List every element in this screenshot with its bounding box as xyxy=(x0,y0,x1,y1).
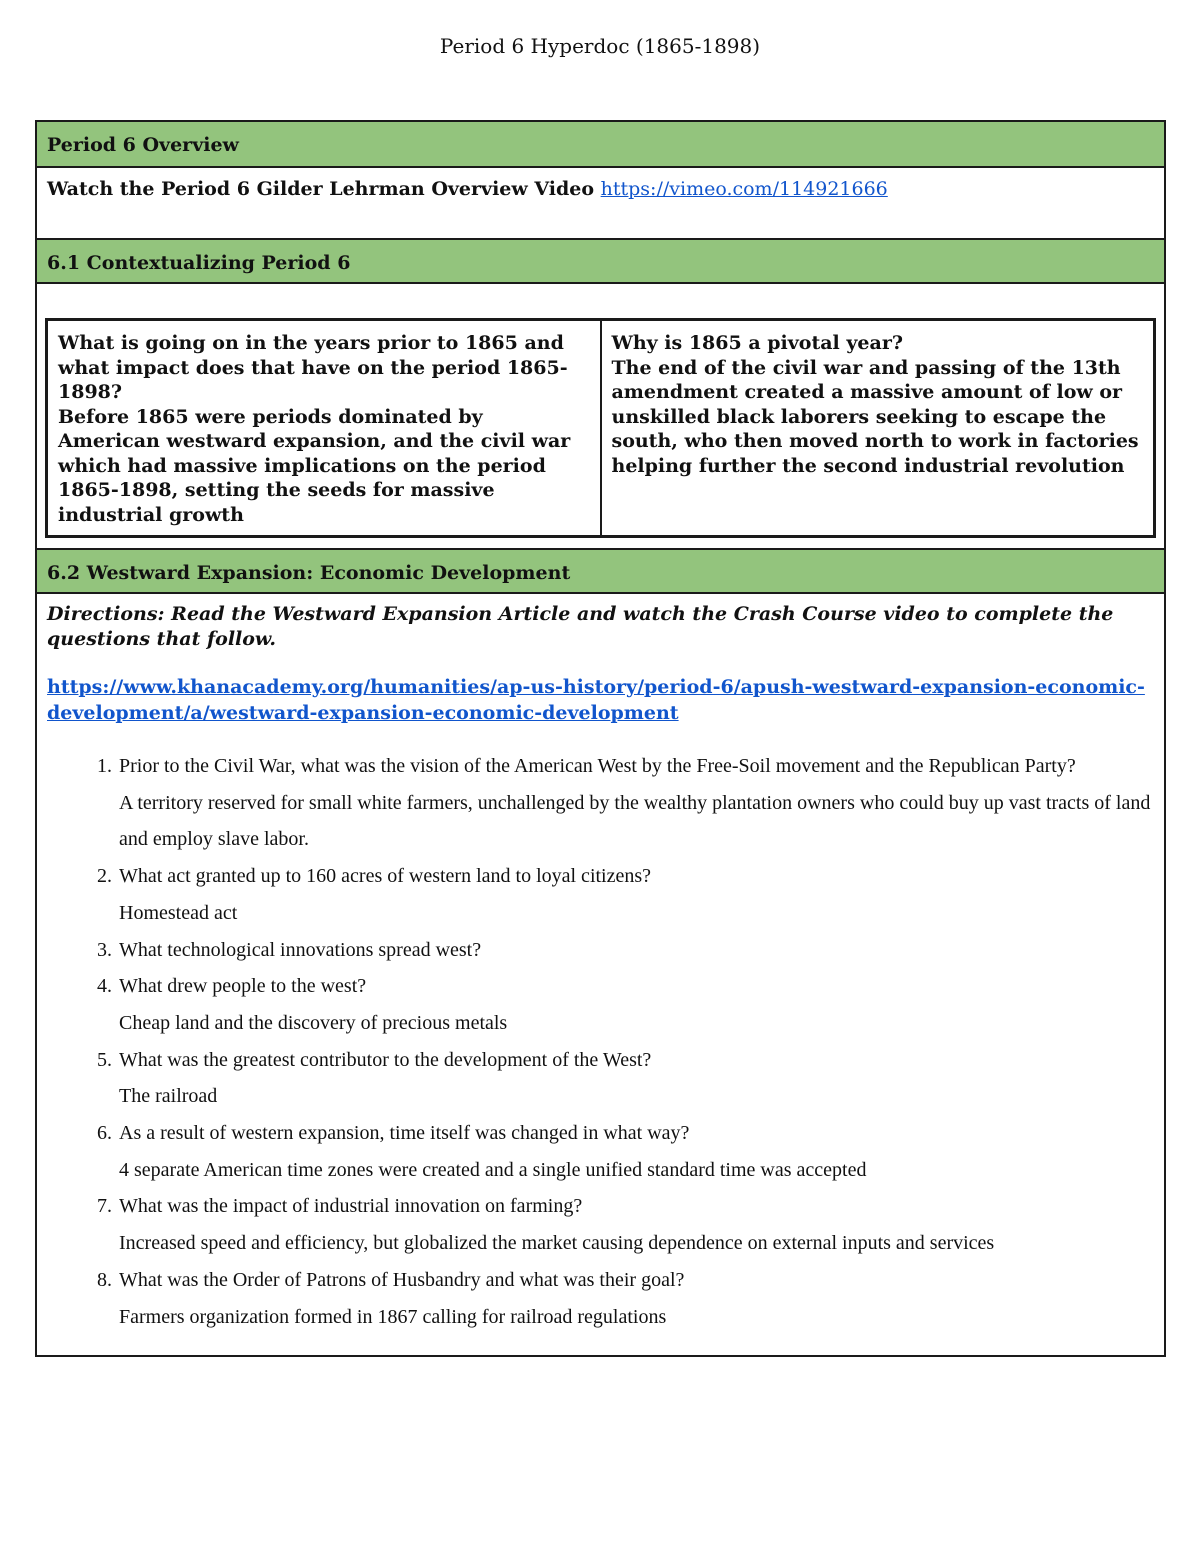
context-cell-left xyxy=(48,321,600,535)
context-inner-table xyxy=(45,318,1156,538)
answer-text: The railroad xyxy=(119,1085,218,1108)
answer-text: Cheap land and the discovery of precious metals xyxy=(119,1011,508,1034)
overview-video-link[interactable]: https://vimeo.com/114921666 xyxy=(600,178,888,200)
question-text: 1. Prior to the Civil War, what was the vision of the American West by the Free-Soil movement and the Republican Party? xyxy=(119,755,1076,777)
context-left-question: What is going on in the years prior to 1865 and what impact does that have on the period 1865-1898? xyxy=(58,332,568,403)
context-right-question: Why is 1865 a pivotal year? xyxy=(611,332,903,354)
khan-academy-article-link[interactable]: https://www.khanacademy.org/humanities/ap-us-history/period-6/apush-westward-expansion-economic-development/a/westward-expansion-economic-development xyxy=(47,676,1145,724)
list-item xyxy=(117,1115,1154,1188)
overview-text: Watch the Period 6 Gilder Lehrman Overview Video xyxy=(47,178,601,200)
overview-section xyxy=(37,168,1164,238)
question-text: 7. What was the impact of industrial innovation on farming? xyxy=(119,1195,583,1218)
context-cell-right xyxy=(600,321,1154,535)
answer-text: Increased speed and efficiency, but globalized the market causing dependence on external inputs and services xyxy=(119,1232,995,1255)
answer-text: Homestead act xyxy=(119,901,238,924)
question-text: 8. What was the Order of Patrons of Husbandry and what was their goal? xyxy=(119,1268,685,1291)
overview-header: Period 6 Overview xyxy=(37,122,1164,168)
list-item xyxy=(117,932,1154,969)
directions-text: Directions: Read the Westward Expansion Article and watch the Crash Course video to complete the questions that follow. xyxy=(47,603,1114,650)
economic-section xyxy=(37,594,1164,1355)
answer-text: Farmers organization formed in 1867 calling for railroad regulations xyxy=(119,1305,667,1328)
question-text: 3. What technological innovations spread west? xyxy=(119,938,482,961)
list-item xyxy=(117,1042,1154,1115)
answer-text: 4 separate American time zones were created and a single unified standard time was accepted xyxy=(119,1158,867,1181)
context-right-answer: The end of the civil war and passing of the 13th amendment created a massive amount of low or unskilled black laborers seeking to escape the south, who then moved north to work in factories helping further the second industrial revolution xyxy=(611,356,1139,477)
question-text: 2. What act granted up to 160 acres of western land to loyal citizens? xyxy=(119,865,652,888)
question-list xyxy=(47,748,1154,1335)
question-text: 6. As a result of western expansion, time itself was changed in what way? xyxy=(119,1122,690,1145)
question-text: 5. What was the greatest contributor to the development of the West? xyxy=(119,1048,652,1071)
list-item xyxy=(117,1188,1154,1261)
list-item xyxy=(117,968,1154,1041)
context-section xyxy=(37,284,1164,548)
document-title: Period 6 Hyperdoc (1865-1898) xyxy=(439,34,761,58)
context-left-answer: Before 1865 were periods dominated by American westward expansion, and the civil war which had massive implications on the period 1865-1898, setting the seeds for massive industrial growth xyxy=(58,405,571,526)
economic-header: 6.2 Westward Expansion: Economic Development xyxy=(37,548,1164,594)
list-item xyxy=(117,858,1154,931)
list-item xyxy=(117,1262,1154,1335)
list-item xyxy=(117,748,1154,858)
answer-text: A territory reserved for small white farmers, unchallenged by the wealthy plantation owners who could buy up vast tracts of land and employ slave labor. xyxy=(119,791,1151,851)
question-text: 4. What drew people to the west? xyxy=(119,975,367,998)
hyperdoc-table xyxy=(35,120,1166,1357)
context-header: 6.1 Contextualizing Period 6 xyxy=(37,238,1164,284)
